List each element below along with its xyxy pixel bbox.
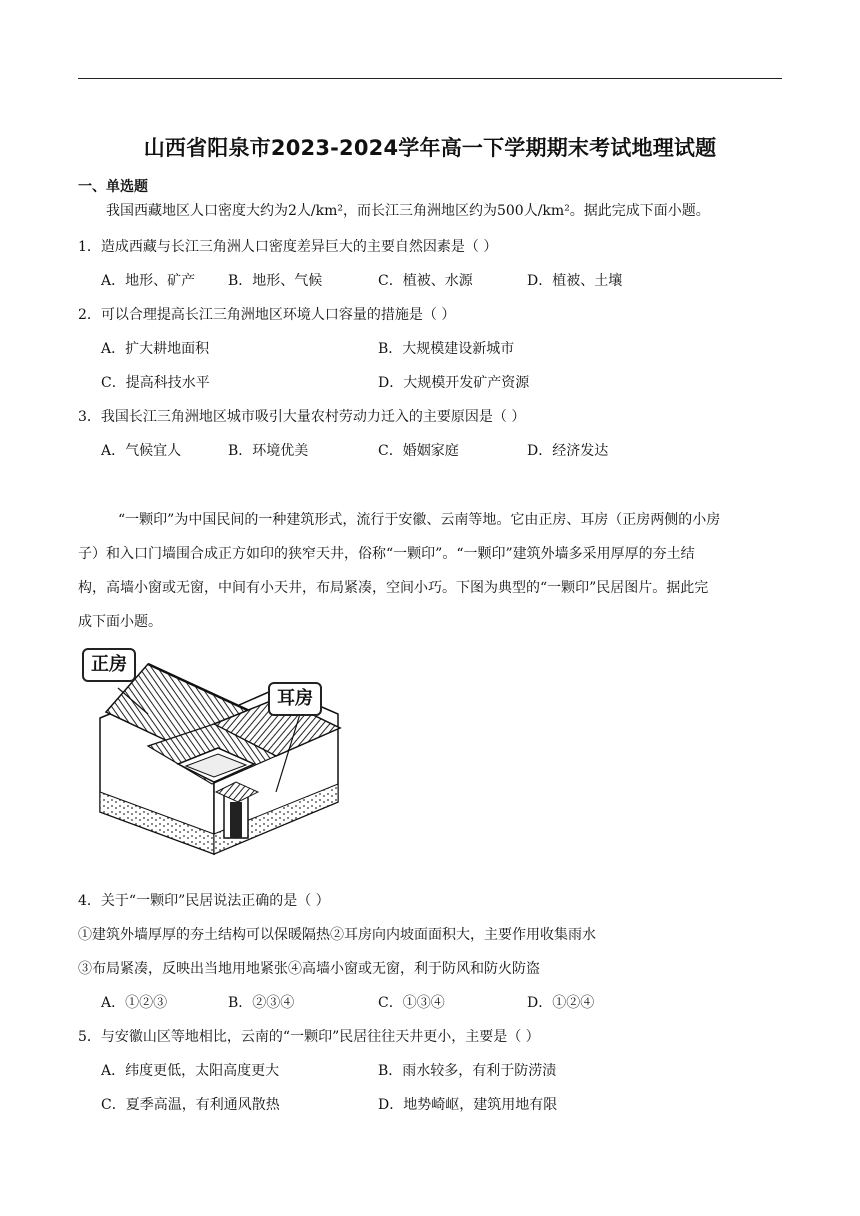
yikeyin-house-figure — [78, 642, 348, 874]
q3-option-d[interactable]: D．经济发达 — [527, 443, 609, 459]
q5-option-b[interactable]: B．雨水较多，有利于防涝渍 — [378, 1063, 557, 1079]
q4-statement-1: ①建筑外墙厚厚的夯土结构可以保暖隔热②耳房向内坡面面积大，主要作用收集雨水 — [78, 927, 596, 943]
q4-statement-2: ③布局紧凑，反映出当地用地紧张④高墙小窗或无窗，利于防风和防火防盗 — [78, 961, 540, 977]
page-title: 山西省阳泉市2023-2024学年高一下学期期末考试地理试题 — [143, 136, 717, 160]
q2-option-b[interactable]: B．大规模建设新城市 — [378, 341, 515, 357]
question-5-stem: 5．与安徽山区等地相比，云南的“一颗印”民居往往天井更小，主要是（ ） — [78, 1029, 540, 1045]
question-3-stem: 3．我国长江三角洲地区城市吸引大量农村劳动力迁入的主要原因是（ ） — [78, 409, 526, 425]
q5-option-c[interactable]: C．夏季高温，有利通风散热 — [101, 1097, 280, 1113]
header-rule — [78, 78, 782, 79]
section-heading: 一、单选题 — [78, 179, 148, 195]
q2-option-a[interactable]: A．扩大耕地面积 — [101, 341, 210, 357]
question-2-stem: 2．可以合理提高长江三角洲地区环境人口容量的措施是（ ） — [78, 307, 456, 323]
q3-option-b[interactable]: B．环境优美 — [228, 443, 309, 459]
q1-option-d[interactable]: D．植被、土壤 — [527, 273, 623, 289]
q1-option-a[interactable]: A．地形、矿产 — [101, 273, 196, 289]
question-4-stem: 4．关于“一颗印”民居说法正确的是（ ） — [78, 893, 330, 909]
intro2-line-4: 成下面小题。 — [78, 614, 162, 630]
q2-option-d[interactable]: D．大规模开发矿产资源 — [378, 375, 530, 391]
q4-option-b[interactable]: B．②③④ — [228, 995, 295, 1011]
q5-option-d[interactable]: D．地势崎岖，建筑用地有限 — [378, 1097, 558, 1113]
q3-option-c[interactable]: C．婚姻家庭 — [378, 443, 459, 459]
q1-option-c[interactable]: C．植被、水源 — [378, 273, 473, 289]
label-side-house: 耳房 — [268, 682, 322, 716]
q2-option-c[interactable]: C．提高科技水平 — [101, 375, 210, 391]
label-main-house: 正房 — [82, 648, 136, 682]
q1-option-b[interactable]: B．地形、气候 — [228, 273, 323, 289]
question-1-stem: 1．造成西藏与长江三角洲人口密度差异巨大的主要自然因素是（ ） — [78, 239, 498, 255]
q4-option-c[interactable]: C．①③④ — [378, 995, 445, 1011]
intro2-line-3: 构，高墙小窗或无窗，中间有小天井，布局紧凑，空间小巧。下图为典型的“一颗印”民居图片。据此完 — [78, 580, 709, 596]
q4-option-d[interactable]: D．①②④ — [527, 995, 595, 1011]
q4-option-a[interactable]: A．①②③ — [101, 995, 168, 1011]
q3-option-a[interactable]: A．气候宜人 — [101, 443, 182, 459]
intro-paragraph-1: 我国西藏地区人口密度大约为2人/km²，而长江三角洲地区约为500人/km²。据此完成下面小题。 — [106, 203, 710, 219]
intro2-line-2: 子）和入口门墙围合成正方如印的狭窄天井，俗称“一颗印”。“一颗印”建筑外墙多采用厚厚的夯土结 — [78, 546, 695, 562]
q5-option-a[interactable]: A．纬度更低，太阳高度更大 — [101, 1063, 280, 1079]
intro2-line-1: “一颗印”为中国民间的一种建筑形式，流行于安徽、云南等地。它由正房、耳房（正房两侧的小房 — [118, 512, 721, 528]
